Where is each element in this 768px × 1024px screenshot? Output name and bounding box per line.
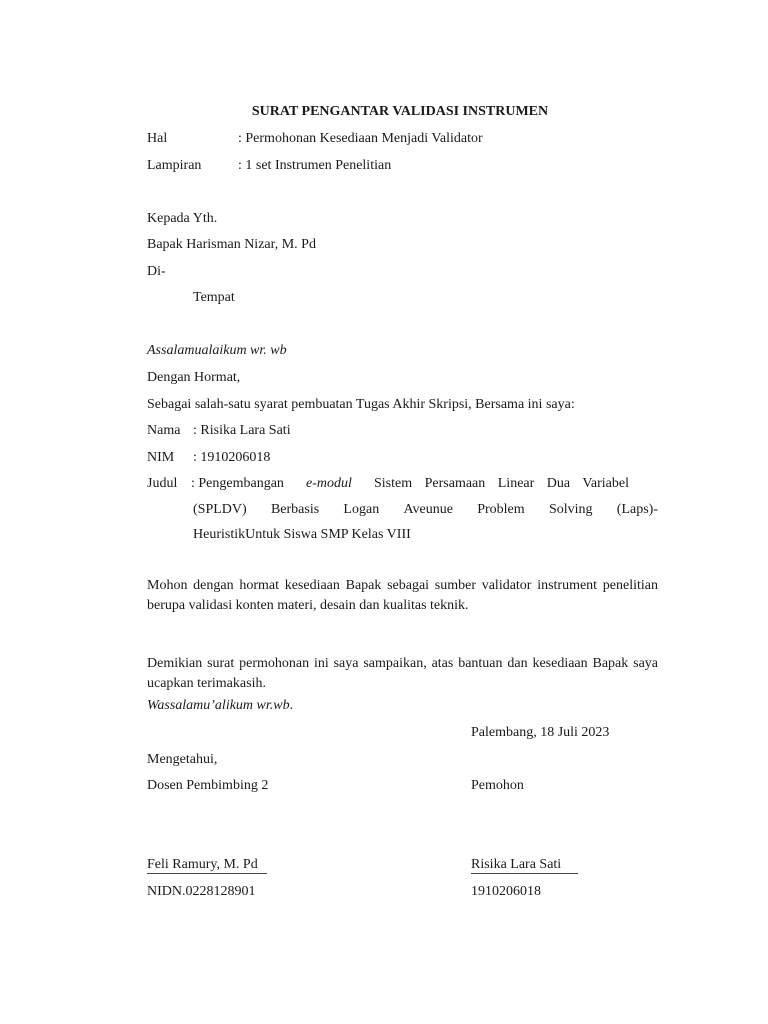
salam-close: Wassalamu’alikum wr.wb. — [147, 698, 294, 713]
left-signature-underline — [147, 873, 267, 874]
nama-value: : Risika Lara Sati — [193, 423, 291, 438]
paragraph-request: Mohon dengan hormat kesediaan Bapak sebagai sumber validator instrument penelitian berupa validasi konten materi, desain dan kualitas teknik. — [147, 578, 658, 613]
right-signer-name: Risika Lara Sati — [471, 857, 562, 872]
judul-line-2 — [193, 501, 658, 518]
nim-label: NIM — [147, 450, 175, 465]
judul-line-1-emphasis: e-modul — [306, 476, 352, 491]
left-signer-role: Dosen Pembimbing 2 — [147, 778, 269, 793]
hormat-line: Dengan Hormat, — [147, 370, 241, 385]
nim-value: : 1910206018 — [193, 450, 271, 465]
letter-title: SURAT PENGANTAR VALIDASI INSTRUMEN — [251, 104, 549, 119]
tempat-line: Tempat — [193, 290, 235, 305]
paragraph-closing: Demikian surat permohonan ini saya sampaikan, atas bantuan dan kesediaan Bapak saya ucapkan terimakasih. — [147, 656, 658, 691]
judul-word: (SPLDV) — [193, 502, 247, 517]
judul-line-1-part-a: : Pengembangan — [191, 476, 284, 491]
judul-word: Logan — [343, 502, 380, 517]
hal-value: : Permohonan Kesediaan Menjadi Validator — [238, 131, 483, 146]
left-signer-id: NIDN.0228128901 — [147, 884, 256, 899]
right-signature-underline — [471, 873, 578, 874]
judul-word: Solving — [548, 502, 593, 517]
lampiran-label: Lampiran — [147, 158, 202, 173]
recipient-name: Bapak Harisman Nizar, M. Pd — [147, 237, 316, 252]
intro-line: Sebagai salah-satu syarat pembuatan Tugas Akhir Skripsi, Bersama ini saya: — [147, 397, 575, 412]
left-signer-name: Feli Ramury, M. Pd — [147, 857, 258, 872]
judul-word: Aveunue — [403, 502, 453, 517]
salam-open: Assalamualaikum wr. wb — [147, 343, 287, 358]
judul-line-1-part-b — [374, 475, 647, 492]
lampiran-value: : 1 set Instrumen Penelitian — [238, 158, 392, 173]
judul-word: (Laps)- — [616, 502, 658, 517]
judul-line-3: HeuristikUntuk Siswa SMP Kelas VIII — [193, 527, 411, 542]
nama-label: Nama — [147, 423, 181, 438]
mengetahui-line: Mengetahui, — [147, 752, 218, 767]
hal-label: Hal — [147, 131, 168, 146]
judul-word: Problem — [477, 502, 525, 517]
right-signer-id: 1910206018 — [471, 884, 541, 899]
judul-label: Judul — [147, 476, 178, 491]
place-date: Palembang, 18 Juli 2023 — [471, 725, 610, 740]
di-line: Di- — [147, 264, 166, 279]
right-signer-role: Pemohon — [471, 778, 524, 793]
kepada-line: Kepada Yth. — [147, 211, 218, 226]
judul-line-1-part-b-text: Sistem Persamaan Linear Dua Variabel — [374, 476, 630, 491]
judul-line-1 — [191, 475, 647, 492]
judul-word: Berbasis — [270, 502, 320, 517]
